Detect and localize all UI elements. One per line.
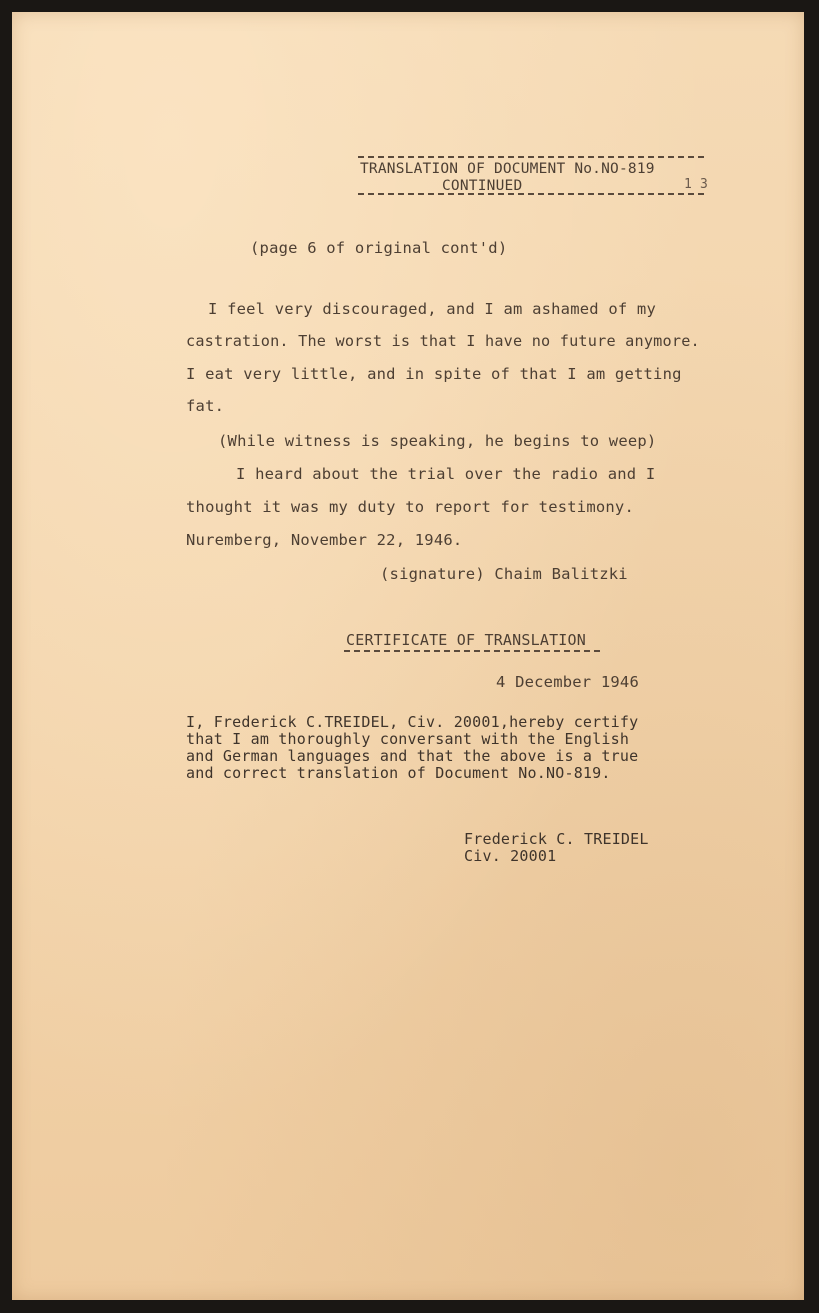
header-rule-bottom bbox=[358, 193, 704, 195]
certificate-line: and German languages and that the above is a true bbox=[186, 747, 639, 765]
page-note: (page 6 of original cont'd) bbox=[250, 239, 508, 257]
certificate-title: CERTIFICATE OF TRANSLATION bbox=[346, 631, 586, 649]
document-title: TRANSLATION OF DOCUMENT No.NO-819 bbox=[360, 161, 655, 177]
page-number-mark: 1 3 bbox=[684, 177, 709, 192]
certificate-line: I, Frederick C.TREIDEL, Civ. 20001,hereby certify bbox=[186, 713, 639, 731]
certificate-title-rule bbox=[344, 650, 600, 652]
body-line: thought it was my duty to report for testimony. bbox=[186, 498, 634, 516]
document-page bbox=[12, 12, 804, 1300]
body-line: Nuremberg, November 22, 1946. bbox=[186, 531, 463, 549]
body-line: I feel very discouraged, and I am ashamed of my bbox=[208, 300, 656, 318]
body-line: fat. bbox=[186, 397, 225, 415]
body-line: (While witness is speaking, he begins to weep) bbox=[218, 432, 657, 450]
body-line: castration. The worst is that I have no future anymore. bbox=[186, 332, 700, 350]
translator-name: Frederick C. TREIDEL bbox=[464, 830, 649, 848]
document-subtitle: CONTINUED bbox=[442, 178, 523, 194]
body-line: I heard about the trial over the radio and I bbox=[236, 465, 656, 483]
certificate-line: that I am thoroughly conversant with the English bbox=[186, 730, 630, 748]
body-line: I eat very little, and in spite of that I am getting bbox=[186, 365, 682, 383]
certificate-line: and correct translation of Document No.NO-819. bbox=[186, 764, 611, 782]
certificate-date: 4 December 1946 bbox=[496, 673, 639, 691]
witness-signature: (signature) Chaim Balitzki bbox=[380, 565, 628, 583]
translator-id: Civ. 20001 bbox=[464, 847, 557, 865]
